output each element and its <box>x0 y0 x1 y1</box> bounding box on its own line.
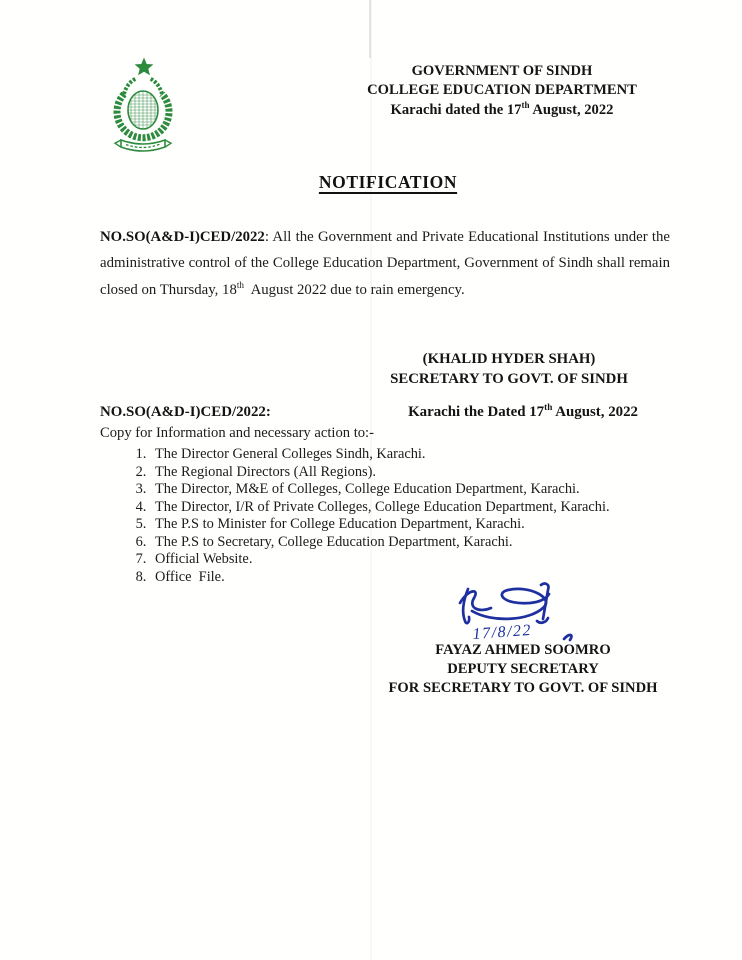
sindh-government-emblem-icon <box>103 56 183 156</box>
body-line-1 <box>100 224 670 250</box>
list-item: 7. Official Website. <box>150 551 710 569</box>
scan-fold-line-top <box>369 0 371 58</box>
star-icon <box>135 58 154 76</box>
letterhead-org-line1: GOVERNMENT OF SINDH <box>411 63 593 79</box>
list-item: 3. The Director, M&E of Colleges, College Education Department, Karachi. <box>150 481 710 499</box>
signatory-secretary-title: SECRETARY TO GOVT. OF SINDH <box>390 371 628 387</box>
list-item: 2. The Regional Directors (All Regions). <box>150 464 710 482</box>
letterhead-org-line2: COLLEGE EDUCATION DEPARTMENT <box>367 82 637 99</box>
handwritten-signature-icon <box>446 577 586 647</box>
distribution-list <box>128 446 710 586</box>
body-line-1-text: : All the Government and Private Educational Institutions under the <box>264 229 670 245</box>
body-line-3 <box>100 277 670 303</box>
list-item: 8. Office File. <box>150 569 710 587</box>
distribution-date <box>408 404 638 421</box>
distribution-date-superscript: th <box>544 402 553 413</box>
distribution-date-prefix: Karachi the Dated 17 <box>408 404 545 420</box>
scroll-end-right <box>165 140 171 147</box>
wreath-tip-left <box>124 79 136 95</box>
body-line-3-superscript: th <box>236 279 244 290</box>
signatory-deputy-title: DEPUTY SECRETARY <box>447 660 599 677</box>
scroll-end-left <box>115 140 121 147</box>
signatory-deputy-block <box>378 641 668 697</box>
list-item: 1. The Director General Colleges Sindh, Karachi. <box>150 446 710 464</box>
distribution-ref-number: NO.SO(A&D-I)CED/2022: <box>100 404 271 420</box>
signatory-deputy-for-line: FOR SECRETARY TO GOVT. OF SINDH <box>388 679 658 696</box>
signature-date: 17/8/22 <box>472 621 533 643</box>
page-title: NOTIFICATION <box>318 172 458 192</box>
letterhead-date-suffix: August, 2022 <box>529 101 614 118</box>
letterhead-date-line <box>347 101 657 120</box>
distribution-ref-row <box>100 404 638 421</box>
list-item: 5. The P.S to Minister for College Education Department, Karachi. <box>150 516 710 534</box>
letterhead-date-prefix: Karachi dated the 17 <box>390 101 522 118</box>
letterhead-date-superscript: th <box>521 99 530 110</box>
list-item: 6. The P.S to Secretary, College Education Department, Karachi. <box>150 534 710 552</box>
body-line-3-post: August 2022 due to rain emergency. <box>243 281 465 298</box>
copy-for-information-line: Copy for Information and necessary action to:- <box>100 425 374 441</box>
body-line-3-pre: closed on Thursday, 18 <box>100 281 237 298</box>
body-line-2: administrative control of the College Education Department, Government of Sindh shall remain <box>100 255 670 272</box>
letterhead <box>347 62 657 120</box>
signatory-secretary-block <box>378 349 640 389</box>
notification-ref-number: NO.SO(A&D-I)CED/2022 <box>100 229 265 245</box>
wreath-tip-right <box>150 79 162 95</box>
distribution-date-suffix: August, 2022 <box>552 404 638 420</box>
signatory-secretary-name: (KHALID HYDER SHAH) <box>422 351 596 367</box>
title-row <box>0 172 742 193</box>
signatory-deputy-name: FAYAZ AHMED SOOMRO <box>435 642 611 658</box>
notification-body <box>100 224 670 303</box>
list-item: 4. The Director, I/R of Private Colleges, College Education Department, Karachi. <box>150 499 710 517</box>
